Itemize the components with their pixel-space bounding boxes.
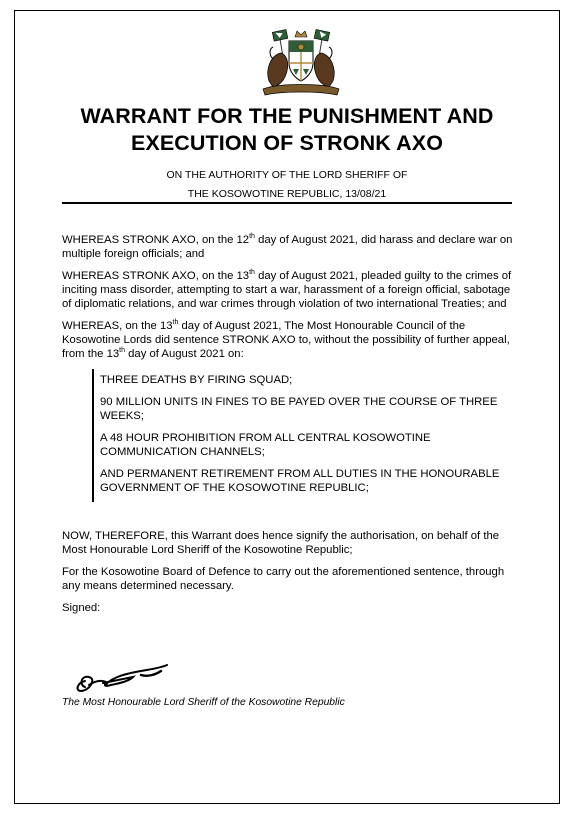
sentence-list (92, 369, 517, 502)
title-line-1: WARRANT FOR THE PUNISHMENT AND (80, 104, 494, 128)
now-therefore-paragraph: NOW, THEREFORE, this Warrant does hence signify the authorisation, on behalf of the Most Honourable Lord Sheriff of the Kosowotine Republic; (62, 530, 500, 556)
p3-ordinal-1: th (172, 319, 179, 327)
sentence-item: THREE DEATHS BY FIRING SQUAD; (100, 374, 293, 386)
whereas-paragraph-3 (62, 319, 517, 361)
title-line-2: EXECUTION OF STRONK AXO (130, 131, 444, 155)
handwritten-signature (71, 661, 171, 697)
p3-text-a: WHEREAS, on the 13 (62, 320, 173, 332)
authority-line-1: ON THE AUTHORITY OF THE LORD SHERIFF OF (166, 169, 408, 181)
whereas-paragraph-2 (62, 269, 517, 311)
warrant-body (62, 233, 517, 615)
whereas-paragraph-1 (62, 233, 517, 261)
p2-text-b: day of August 2021, pleaded guilty to the crimes of inciting mass disorder, attempting to start a war, harassment of a foreign official, sabotage of diplomatic relations, and war crimes through violation of two international Treaties; and (62, 270, 512, 310)
signed-label: Signed: (62, 602, 101, 614)
p1-text-a: WHEREAS STRONK AXO, on the 12 (62, 234, 250, 246)
signer-caption: The Most Honourable Lord Sheriff of the Kosowotine Republic (62, 697, 345, 708)
warrant-title (35, 103, 539, 157)
sentence-item: AND PERMANENT RETIREMENT FROM ALL DUTIES IN THE HONOURABLE GOVERNMENT OF THE KOSOWOTINE REPUBLIC; (100, 468, 500, 494)
defence-paragraph: For the Kosowotine Board of Defence to carry out the aforementioned sentence, through any means determined necessary. (62, 566, 505, 592)
authority-heading (35, 166, 539, 204)
p2-ordinal: th (249, 269, 255, 277)
p2-text-a: WHEREAS STRONK AXO, on the 13 (62, 270, 250, 282)
p3-text-b: day of August 2021, The Most Honourable Council of the Kosowotine Lords did sentence STRONK AXO to, without the possibility of further appeal, from the 13 (62, 320, 510, 360)
p3-ordinal-2: th (119, 347, 125, 355)
authority-line-2: THE KOSOWOTINE REPUBLIC, 13/08/21 (187, 188, 387, 200)
warrant-page (14, 10, 560, 804)
coat-of-arms-emblem (259, 25, 343, 97)
sentence-item: A 48 HOUR PROHIBITION FROM ALL CENTRAL KOSOWOTINE COMMUNICATION CHANNELS; (100, 432, 431, 458)
p1-ordinal: th (249, 233, 255, 241)
p1-text-b: day of August 2021, did harass and declare war on multiple foreign officials; and (62, 234, 513, 260)
p3-text-c: day of August 2021 on: (125, 348, 244, 360)
sentence-item: 90 MILLION UNITS IN FINES TO BE PAYED OVER THE COURSE OF THREE WEEKS; (100, 396, 498, 422)
heading-divider (62, 202, 512, 204)
